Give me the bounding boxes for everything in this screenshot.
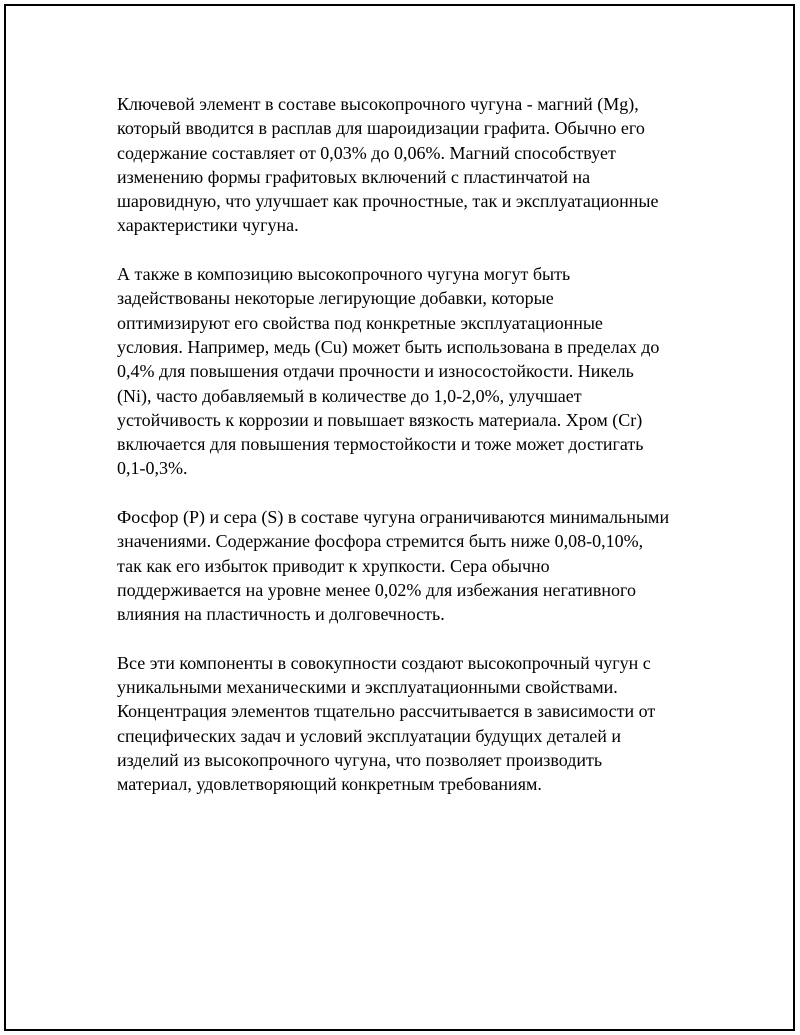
text-line: влияния на пластичность и долговечность. — [117, 604, 445, 625]
text-line: уникальными механическими и эксплуатационными свойствами. — [117, 677, 618, 698]
text-line: (Ni), часто добавляемый в количестве до 1,0-2,0%, улучшает — [117, 385, 582, 406]
text-line: значениями. Содержание фосфора стремится быть ниже 0,08-0,10%, — [117, 531, 644, 552]
text-line: 0,4% для повышения отдачи прочности и износостойкости. Никель — [117, 361, 634, 382]
text-line: включается для повышения термостойкости и тоже может достигать — [117, 434, 644, 455]
text-line: изменению формы графитовых включений с пластинчатой на — [117, 166, 591, 187]
text-line: изделий из высокопрочного чугуна, что позволяет производить — [117, 750, 603, 771]
text-line: 0,1-0,3%. — [117, 458, 188, 479]
text-line: содержание составляет от 0,03% до 0,06%. Магний способствует — [117, 142, 616, 163]
text-line: характеристики чугуна. — [117, 215, 299, 236]
paragraph-phosphorus-sulfur — [117, 505, 697, 626]
text-line: Концентрация элементов тщательно рассчитывается в зависимости от — [117, 701, 656, 722]
text-line: который вводится в расплав для шароидизации графита. Обычно его — [117, 118, 645, 139]
text-line: специфических задач и условий эксплуатации будущих деталей и — [117, 725, 621, 746]
paragraph-magnesium — [117, 92, 697, 238]
text-line: А также в композицию высокопрочного чугуна могут быть — [117, 264, 571, 285]
text-line: задействованы некоторые легирующие добавки, которые — [117, 288, 554, 309]
paragraph-conclusion — [117, 651, 697, 797]
text-line: поддерживается на уровне менее 0,02% для избежания негативного — [117, 579, 636, 600]
text-line: Фосфор (P) и сера (S) в составе чугуна ограничиваются минимальными — [117, 507, 670, 528]
text-line: устойчивость к коррозии и повышает вязкость материала. Хром (Cr) — [117, 409, 643, 430]
text-line: Ключевой элемент в составе высокопрочного чугуна - магний (Mg), — [117, 94, 639, 114]
text-line: оптимизируют его свойства под конкретные эксплуатационные — [117, 312, 603, 333]
text-line: шаровидную, что улучшает как прочностные, так и эксплуатационные — [117, 191, 659, 212]
document-body — [117, 92, 697, 821]
text-line: Все эти компоненты в совокупности создают высокопрочный чугун с — [117, 652, 651, 673]
text-line: материал, удовлетворяющий конкретным требованиям. — [117, 774, 542, 795]
paragraph-alloying-additives — [117, 262, 697, 481]
text-line: так как его избыток приводит к хрупкости. Сера обычно — [117, 555, 550, 576]
text-line: условия. Например, медь (Cu) может быть использована в пределах до — [117, 336, 660, 357]
